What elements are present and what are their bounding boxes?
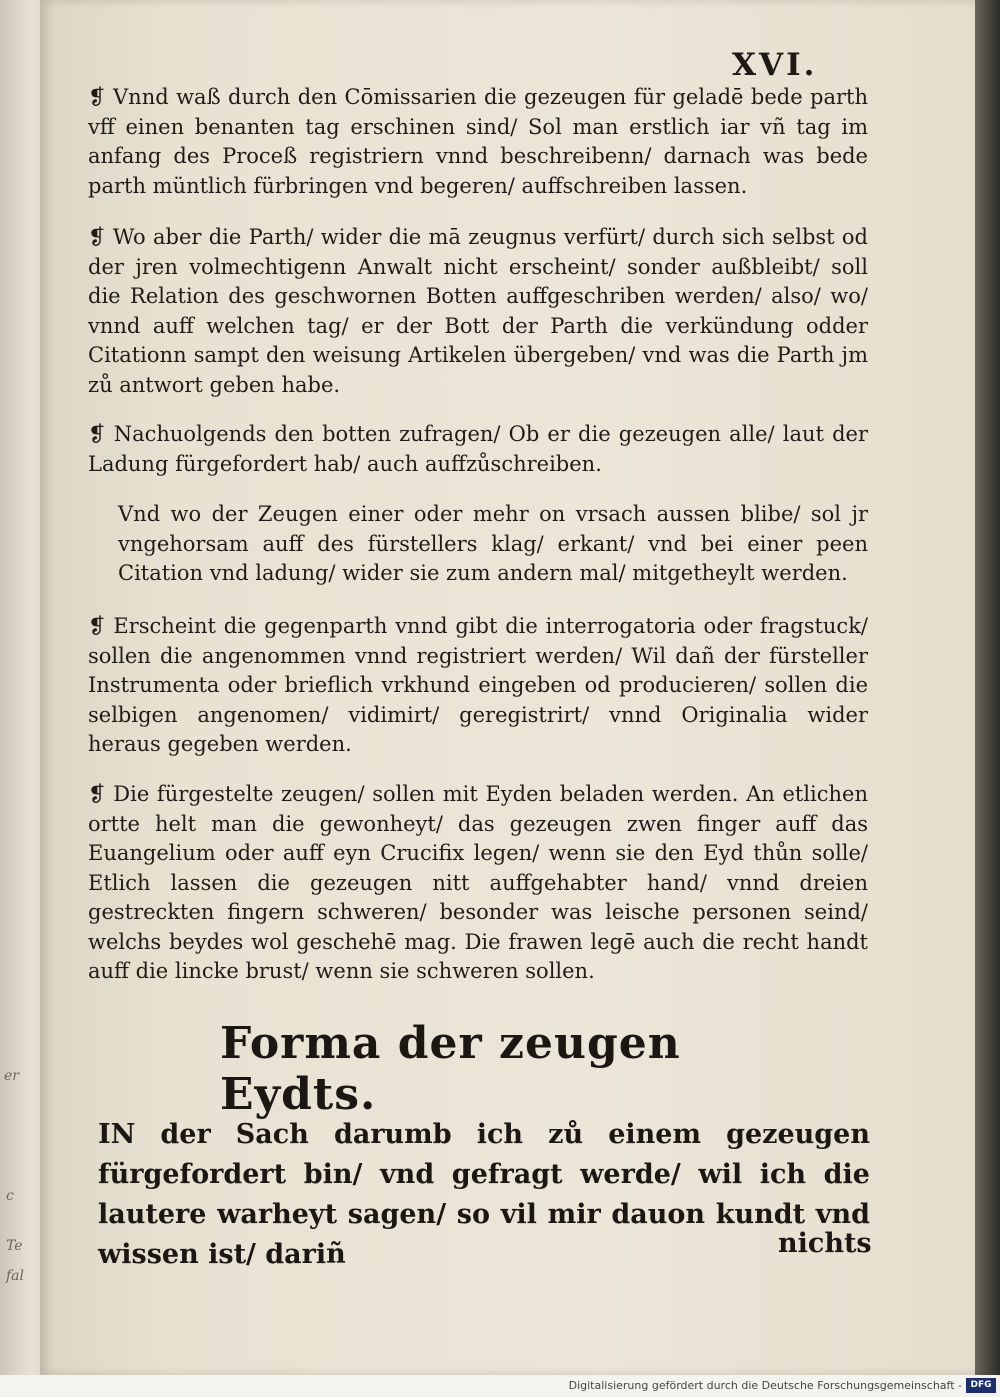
catchword: nichts [778, 1228, 872, 1259]
margin-note: Te [6, 1238, 23, 1254]
footer-credit: Digitalisierung gefördert durch die Deutsche Forschungsgemeinschaft - [568, 1379, 962, 1392]
oath-formula-text: IN der Sach darumb ich zů einem gezeugen fürgefordert bin/ vnd gefragt werde/ wil ich die lautere warheyt sagen/ so vil mir dauon kundt vnd wissen ist/ dariñ [98, 1119, 870, 1270]
paragraph-3: ❡ Nachuolgends den botten zufragen/ Ob er die gezeugen alle/ laut der Ladung fürgefordert hab/ auch auffzůschreiben. [88, 422, 868, 476]
margin-note: fal [6, 1268, 25, 1284]
paragraph-1: ❡ Vnnd waß durch den Cōmissarien die gezeugen für geladē bede parth vff einen benanten tag erschinen sind/ Sol man erstlich iar vñ tag im anfang des Proceß registriern vnnd beschreibenn/ darnach was bede parth müntlich fürbringen vnd begeren/ auffschreiben lassen. [88, 85, 868, 198]
paragraph-4: Vnd wo der Zeugen einer oder mehr on vrsach aussen blibe/ sol jr vngehorsam auff des fürstellers klag/ erkant/ vnd bei einer peen Citation vnd ladung/ wider sie zum andern mal/ mitgetheylt werden. [118, 502, 868, 585]
margin-note: er [4, 1068, 19, 1084]
paragraph-2: ❡ Wo aber die Parth/ wider die mā zeugnus verfürt/ durch sich selbst od der jren volmechtigenn Anwalt nicht erscheint/ sonder außbleibt/ soll die Relation des geschwornen Botten auffgeschriben werden/ also/ wo/ vnnd auff welchen tag/ er der Bott der Parth die verkündung odder Citationn sampt den weisung Artikelen übergeben/ vnd was die Parth jm zů antwort geben habe. [88, 225, 868, 397]
paragraph-5: ❡ Erscheint die gegenparth vnnd gibt die interrogatoria oder fragstuck/ sollen die angenommen vnnd registriert werden/ Wil dañ der fürsteller Instrumenta oder brieflich vrkhund eingeben od producieren/ sollen die selbigen angenomen/ vidimirt/ geregistrirt/ vnnd Originalia wider heraus gegeben werden. [88, 614, 868, 756]
dfg-logo-icon: DFG [966, 1378, 996, 1393]
section-heading: Forma der zeugen Eydts. [220, 1018, 681, 1120]
page-gutter-shadow [975, 0, 1000, 1375]
footer-bar [0, 1375, 1000, 1397]
folio-number: XVI. [732, 47, 818, 83]
margin-note: c [6, 1188, 14, 1204]
paragraph-6: ❡ Die fürgestelte zeugen/ sollen mit Eyden beladen werden. An etlichen ortte helt man die gewonheyt/ das gezeugen zwen finger auff das Euangelium oder auff eyn Crucifix legen/ wenn sie den Eyd thůn solle/ Etlich lassen die gezeugen nitt auffgehabter hand/ vnnd dreien gestreckten fingern schweren/ besonder was leische personen seind/ welchs beydes wol geschehē mag. Die frawen legē auch die recht handt auff die lincke brust/ wenn sie schweren sollen. [88, 782, 868, 983]
